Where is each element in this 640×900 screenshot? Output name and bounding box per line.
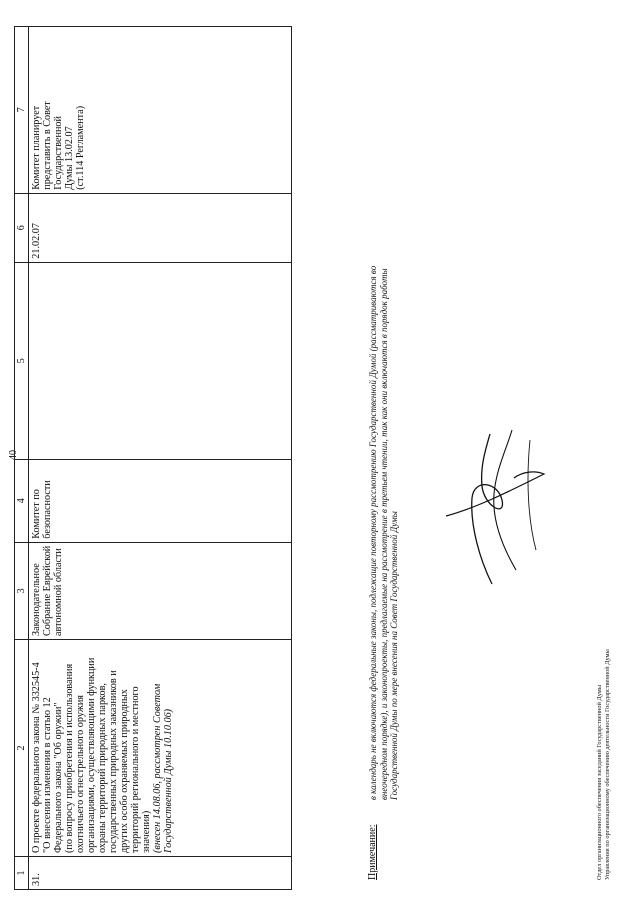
initiator-line: Собрание Еврейской xyxy=(42,545,53,636)
header-cell: 6 xyxy=(15,193,29,262)
note-line: внеочередном порядке), и законопроекты, предлагаемые на рассмотрение в третьем чтении, так как они включаются в порядок работы xyxy=(378,268,389,800)
calendar-table xyxy=(14,26,292,890)
note-label: Примечание: xyxy=(367,824,378,880)
committee-line: безопасности xyxy=(42,480,53,539)
footer-line: Отдел организационного обеспечения заседаний Государственной Думы xyxy=(596,685,603,880)
bill-title-line: (по вопросу приобретения и использования xyxy=(64,663,75,853)
page-number: 40 xyxy=(8,450,19,460)
bill-title-line: других особо охраняемых природных xyxy=(119,689,130,853)
remark-cell xyxy=(29,26,292,193)
note-line: Государственной Думы по мере внесения на Совет Государственной Думы xyxy=(389,511,399,800)
footer-line: Управления по организационному обеспечению деятельности Государственной Думы xyxy=(604,649,611,880)
remark-line: Комитет планирует xyxy=(31,105,42,190)
bill-submission-note: (внесен 14.08.06, рассмотрен Советом xyxy=(152,683,163,853)
bill-title-line: О проекте федерального закона № 332545-4 xyxy=(31,662,42,853)
row-number-cell xyxy=(29,857,292,890)
remark-line: представить в Совет xyxy=(42,101,53,190)
bill-title-line: значения) xyxy=(141,810,152,853)
bill-title-line: территорий регионального и местного xyxy=(130,686,141,853)
committee-cell xyxy=(29,459,292,542)
initiator-line: Законодательное xyxy=(31,563,42,636)
signature-image xyxy=(436,420,554,590)
bill-title-line: организациями, осуществляющими функции xyxy=(86,657,97,853)
note-text xyxy=(368,265,400,800)
table-row xyxy=(29,26,292,889)
bill-title-line: государственных природных заказников и xyxy=(108,670,119,853)
header-cell: 4 xyxy=(15,459,29,542)
header-row xyxy=(15,26,29,889)
footer xyxy=(596,649,612,880)
remark-line: (ст.114 Регламента) xyxy=(75,105,86,190)
bill-title-cell xyxy=(29,640,292,857)
initiator-line: автономной области xyxy=(53,548,64,636)
bill-title-line: охраны территорий природных парков, xyxy=(97,683,108,853)
header-cell: 2 xyxy=(15,640,29,857)
header-cell: 1 xyxy=(15,857,29,890)
bill-title-line: "О внесении изменения в статью 12 xyxy=(42,697,53,853)
note-line: в календарь не включаются федеральные законы, подлежащие повторному рассмотрению Государственной Думой (рассматриваются во xyxy=(368,265,378,800)
remark-line: Государственной xyxy=(53,116,64,190)
column-5-cell xyxy=(29,262,292,459)
initiator-cell xyxy=(29,542,292,639)
date-cell xyxy=(29,193,292,262)
header-cell: 7 xyxy=(15,26,29,193)
bill-submission-note: Государственной Думы 10.10.06) xyxy=(163,708,174,853)
header-cell: 5 xyxy=(15,262,29,459)
remark-line: Думы 13.02.07 xyxy=(64,126,75,190)
date-value: 21.02.07 xyxy=(31,223,42,259)
bill-title-line: охотничьего огнестрельного оружия xyxy=(75,695,86,853)
row-number: 31. xyxy=(31,873,42,886)
header-cell: 3 xyxy=(15,542,29,639)
committee-line: Комитет по xyxy=(31,489,42,539)
bill-title-line: Федерального закона "Об оружии" xyxy=(53,702,64,853)
